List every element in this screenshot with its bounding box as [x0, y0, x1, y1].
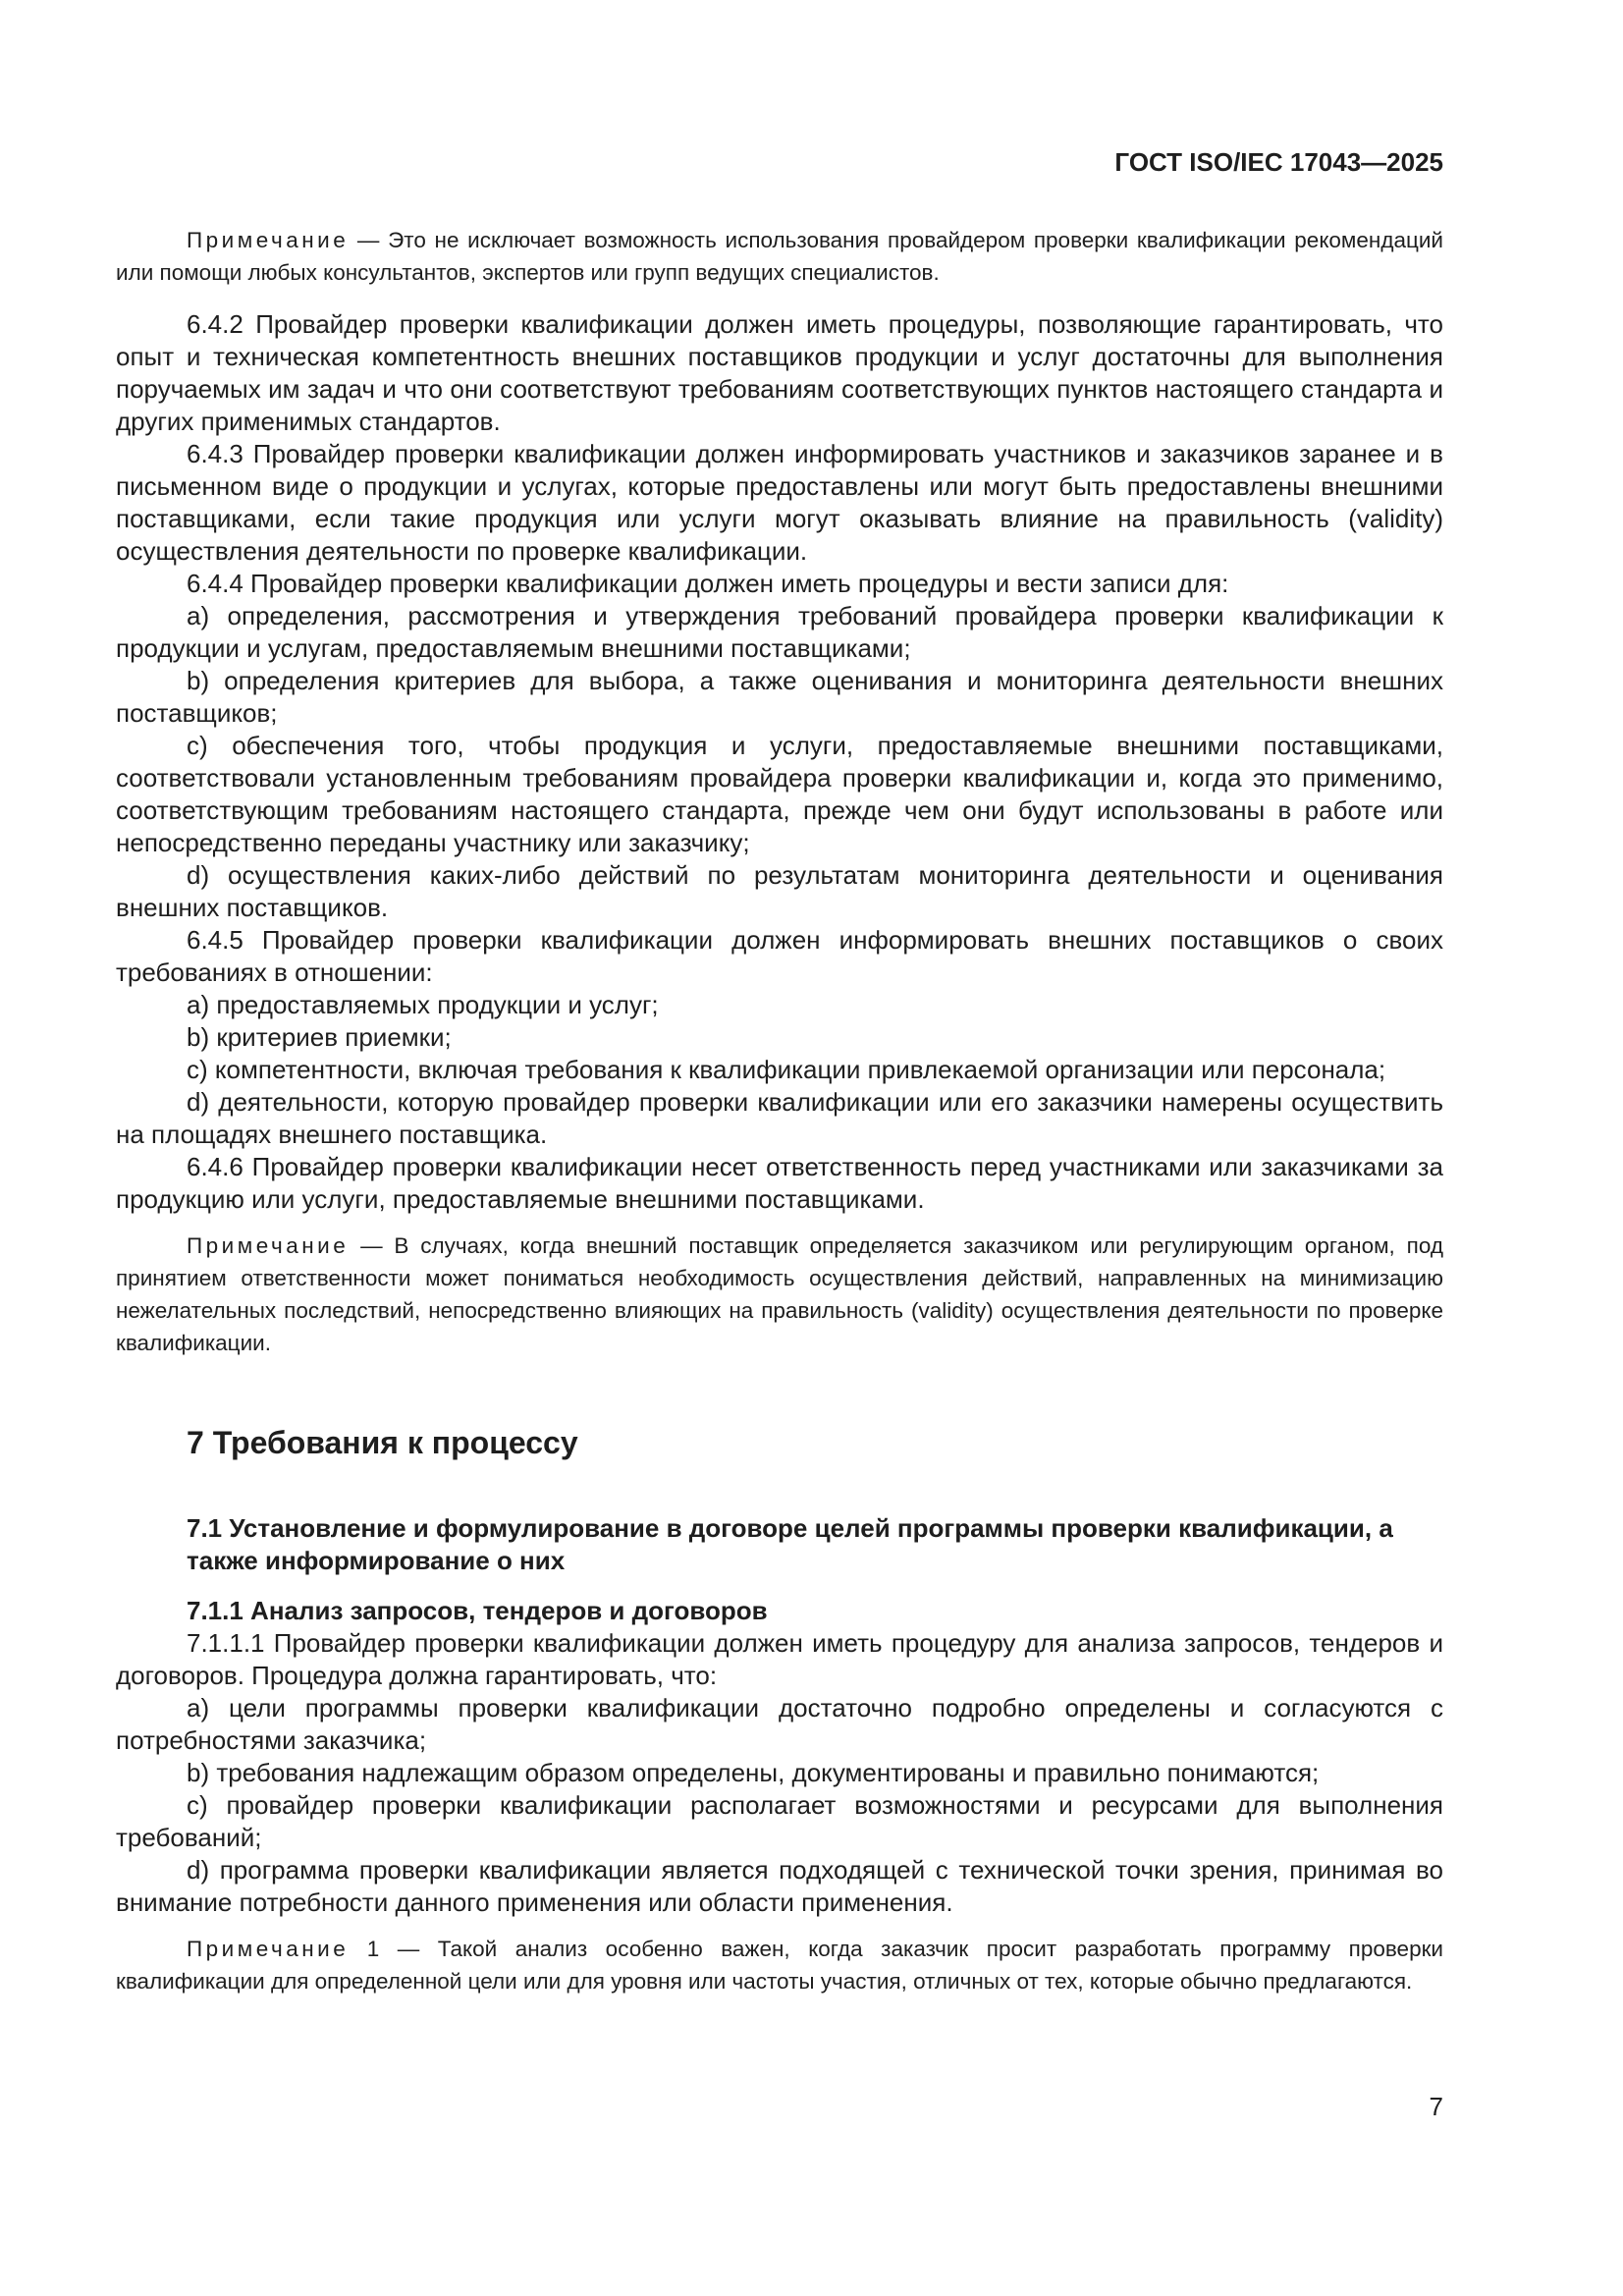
list-item: c) провайдер проверки квалификации располагает возможностями и ресурсами для выполнения требований;: [116, 1790, 1443, 1852]
list-item: b) определения критериев для выбора, а также оценивания и мониторинга деятельности внешних поставщиков;: [116, 666, 1443, 728]
list-item: d) осуществления каких-либо действий по результатам мониторинга деятельности и оценивания внешних поставщиков.: [116, 860, 1443, 922]
subsection-heading: 7.1 Установление и формулирование в договоре целей программы проверки квалификации, а также информирование о них: [187, 1513, 1393, 1575]
body-paragraph: 6.4.4 Провайдер проверки квалификации должен иметь процедуры и вести записи для:: [187, 569, 1229, 598]
page-number: 7: [1429, 2092, 1443, 2121]
note-label: Примечание: [187, 1937, 350, 1961]
list-item: a) цели программы проверки квалификации достаточно подробно определены и согласуются с потребностями заказчика;: [116, 1693, 1443, 1755]
body-paragraph: 6.4.3 Провайдер проверки квалификации должен информировать участников и заказчиков заранее и в письменном виде о продукции и услугах, которые предоставлены или могут быть предоставлены внешними поставщиками, если такие продукция или услуги могут оказывать влияние на правильность (validity) осуществления деятельности по проверке квалификации.: [116, 439, 1443, 566]
subsubsection-heading: 7.1.1 Анализ запросов, тендеров и договоров: [187, 1596, 768, 1625]
clause-7-1-1-body: [116, 1627, 1443, 1919]
note-text: — Это не исключает возможность использования провайдером проверки квалификации рекомендаций или помощи любых консультантов, экспертов или групп ведущих специалистов.: [116, 228, 1443, 285]
list-item: d) деятельности, которую провайдер проверки квалификации или его заказчики намерены осуществить на площадях внешнего поставщика.: [116, 1087, 1443, 1149]
page-content: [116, 224, 1443, 1997]
note-label: Примечание: [187, 1233, 350, 1258]
body-paragraph: 6.4.2 Провайдер проверки квалификации должен иметь процедуры, позволяющие гарантировать, что опыт и техническая компетентность внешних поставщиков продукции и услуг достаточны для выполнения поручаемых им задач и что они соответствуют требованиям соответствующих пунктов настоящего стандарта и других применимых стандартов.: [116, 309, 1443, 436]
clause-6-4-body: [116, 308, 1443, 1216]
standard-code-header: ГОСТ ISO/IEC 17043—2025: [1114, 147, 1443, 177]
list-item: c) компетентности, включая требования к квалификации привлекаемой организации или персонала;: [187, 1055, 1386, 1084]
note-text: — В случаях, когда внешний поставщик определяется заказчиком или регулирующим органом, под принятием ответственности может пониматься необходимость осуществления действий, направленных на минимизацию нежелательных последствий, непосредственно влияющих на правильность (validity) осуществления деятельности по проверке квалификации.: [116, 1233, 1443, 1355]
note-paragraph: [116, 1933, 1443, 1997]
list-item: b) требования надлежащим образом определены, документированы и правильно понимаются;: [187, 1758, 1320, 1787]
note-label: Примечание: [187, 228, 350, 252]
list-item: c) обеспечения того, чтобы продукция и услуги, предоставляемые внешними поставщиками, соответствовали установленным требованиям провайдера проверки квалификации и, когда это применимо, соответствующим требованиям настоящего стандарта, прежде чем они будут использованы в работе или непосредственно переданы участнику или заказчику;: [116, 731, 1443, 857]
note-paragraph: [116, 1230, 1443, 1359]
list-item: d) программа проверки квалификации является подходящей с технической точки зрения, принимая во внимание потребности данного применения или области применения.: [116, 1855, 1443, 1917]
body-paragraph: 6.4.6 Провайдер проверки квалификации несет ответственность перед участниками или заказчиками за продукцию или услуги, предоставляемые внешними поставщиками.: [116, 1152, 1443, 1214]
body-paragraph: 7.1.1.1 Провайдер проверки квалификации должен иметь процедуру для анализа запросов, тендеров и договоров. Процедура должна гарантировать, что:: [116, 1628, 1443, 1690]
list-item: b) критериев приемки;: [187, 1022, 452, 1052]
list-item: a) предоставляемых продукции и услуг;: [187, 990, 659, 1019]
list-item: a) определения, рассмотрения и утверждения требований провайдера проверки квалификации к продукции и услугам, предоставляемым внешними поставщиками;: [116, 601, 1443, 663]
section-heading: 7 Требования к процессу: [187, 1425, 578, 1460]
note-text: 1 — Такой анализ особенно важен, когда заказчик просит разработать программу проверки квалификации для определенной цели или для уровня или частоты участия, отличных от тех, которые обычно предлагаются.: [116, 1937, 1443, 1994]
body-paragraph: 6.4.5 Провайдер проверки квалификации должен информировать внешних поставщиков о своих требованиях в отношении:: [116, 925, 1443, 987]
note-paragraph: [116, 224, 1443, 289]
